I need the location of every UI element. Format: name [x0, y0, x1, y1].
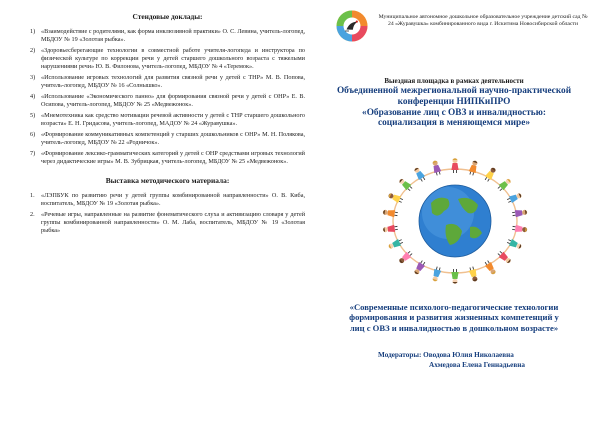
child-figure [512, 208, 528, 217]
child-figure [468, 266, 479, 282]
left-column [30, 12, 305, 238]
child-figure [451, 269, 458, 284]
list-item: 7) «Формирование лексико-грамматических категорий у детей с ОНР средствами игровых технологий через дидактические игры» М. В. Зубрицкая, учитель-логопед, МБДОУ № 25 «Медвежонок». [30, 149, 305, 165]
institution-header [334, 9, 592, 43]
child-figure [506, 192, 523, 205]
moderator-name: Ахмедова Елена Геннадьевна [429, 360, 525, 369]
conference-block [312, 77, 596, 129]
child-figure [451, 158, 458, 173]
child-figure [431, 160, 442, 176]
list-item: 2. «Речевые игры, направленные на развитие фонематического слуха и активизацию словаря у детей группы комбинированной направленности» О. М. Лаба, воспитатель, МБДОУ № 19 «Золотая рыбка» [30, 210, 305, 235]
list-item: 1. «ЛЭПБУК по развитию речи у детей группы комбинированной направленности» О. В. Киба, воспитатель, МБДОУ № 19 «Золотая рыбка». [30, 191, 305, 208]
conference-title-line: Объединенной межрегиональной научно-практической [336, 86, 572, 96]
list-item: 6) «Формирование коммуникативных компетенций у старших дошкольников с ОНР» М. Н. Полякова, учитель-логопед, МБДОУ № 22 «Родничок». [30, 130, 305, 146]
child-figure [512, 224, 528, 233]
topic-line: «Современные психолого-педагогические технологии [349, 302, 559, 312]
right-column [312, 0, 596, 421]
conference-title-line: конференции НИПКиПРО [397, 96, 511, 107]
child-figure [506, 238, 523, 251]
globe-with-children-icon [374, 153, 536, 285]
moderator-name: Оводова Юлия Николаевна [423, 351, 514, 359]
list-item: 5) «Мнемотехника как средство мотивации речевой активности у детей с ТНР старшего дошкольного возраста» Е. Н. Гридасова, учитель-логопед, МАДОУ № 24 «Журавушка». [30, 111, 305, 128]
stand-reports-title: Стендовые доклады: [132, 12, 203, 21]
materials-list [30, 192, 305, 236]
event-topic [316, 302, 592, 333]
list-item: 1) «Взаимодействие с родителями, как форма инклюзивной практики» О. С. Левина, учитель-логопед, МБДОУ № 19 «Золотая рыбка». [30, 27, 305, 43]
globe-children-illustration [374, 153, 536, 285]
conference-prefix: Выездная площадка в рамках деятельности [384, 77, 524, 85]
crane-kindergarten-logo-icon [334, 9, 370, 43]
list-item: 3) «Использование игровых технологий для развития связной речи у детей с ТНР» М. В. Попова, учитель-логопед, МБДОУ № 16 «Солнышко». [30, 73, 305, 90]
list-item: 2) «Здоровьесберегающие технологии в совместной работе учителя-логопеда и инструктора по физической культуре по коррекции речи у детей старшего дошкольного возраста с тяжелыми нарушениями речи» Ю. В. Филонова, учитель-логопед, МБДОУ № 4 «Теремок». [30, 46, 305, 71]
list-item: 4) «Использование «Экономического панно» для формирования связной речи у детей с ОНР» Е. В. Осипова, учитель-логопед, МБДОУ № 25 «Медвежонок». [30, 92, 305, 109]
moderators [378, 351, 578, 370]
moderators-label: Модераторы: [378, 351, 422, 359]
method-exhibit-title: Выставка методического материала: [105, 176, 230, 186]
child-figure [468, 160, 479, 176]
topic-line: лиц с ОВЗ и инвалидностью в дошкольном возрасте» [349, 322, 559, 333]
child-figure [431, 266, 442, 282]
child-figure [387, 192, 404, 205]
child-figure [382, 208, 398, 217]
conference-title-line: социализация в меняющемся мире» [378, 118, 530, 129]
child-figure [382, 224, 398, 233]
topic-line: формирования и развития жизненных компетенций у [349, 312, 559, 323]
child-figure [483, 166, 497, 182]
institution-name: Муниципальное автономное дошкольное образовательное учреждение детский сад № 24 «Журавушка» комбинированного вида г. Искитима Новосибирской области [378, 14, 588, 28]
child-figure [483, 259, 497, 275]
conference-title-line: «Образование лиц с ОВЗ и инвалидностью: [362, 107, 546, 118]
talks-list [30, 28, 305, 166]
child-figure [413, 259, 427, 275]
child-figure [413, 166, 427, 182]
child-figure [387, 238, 404, 251]
conference-title [312, 86, 596, 129]
